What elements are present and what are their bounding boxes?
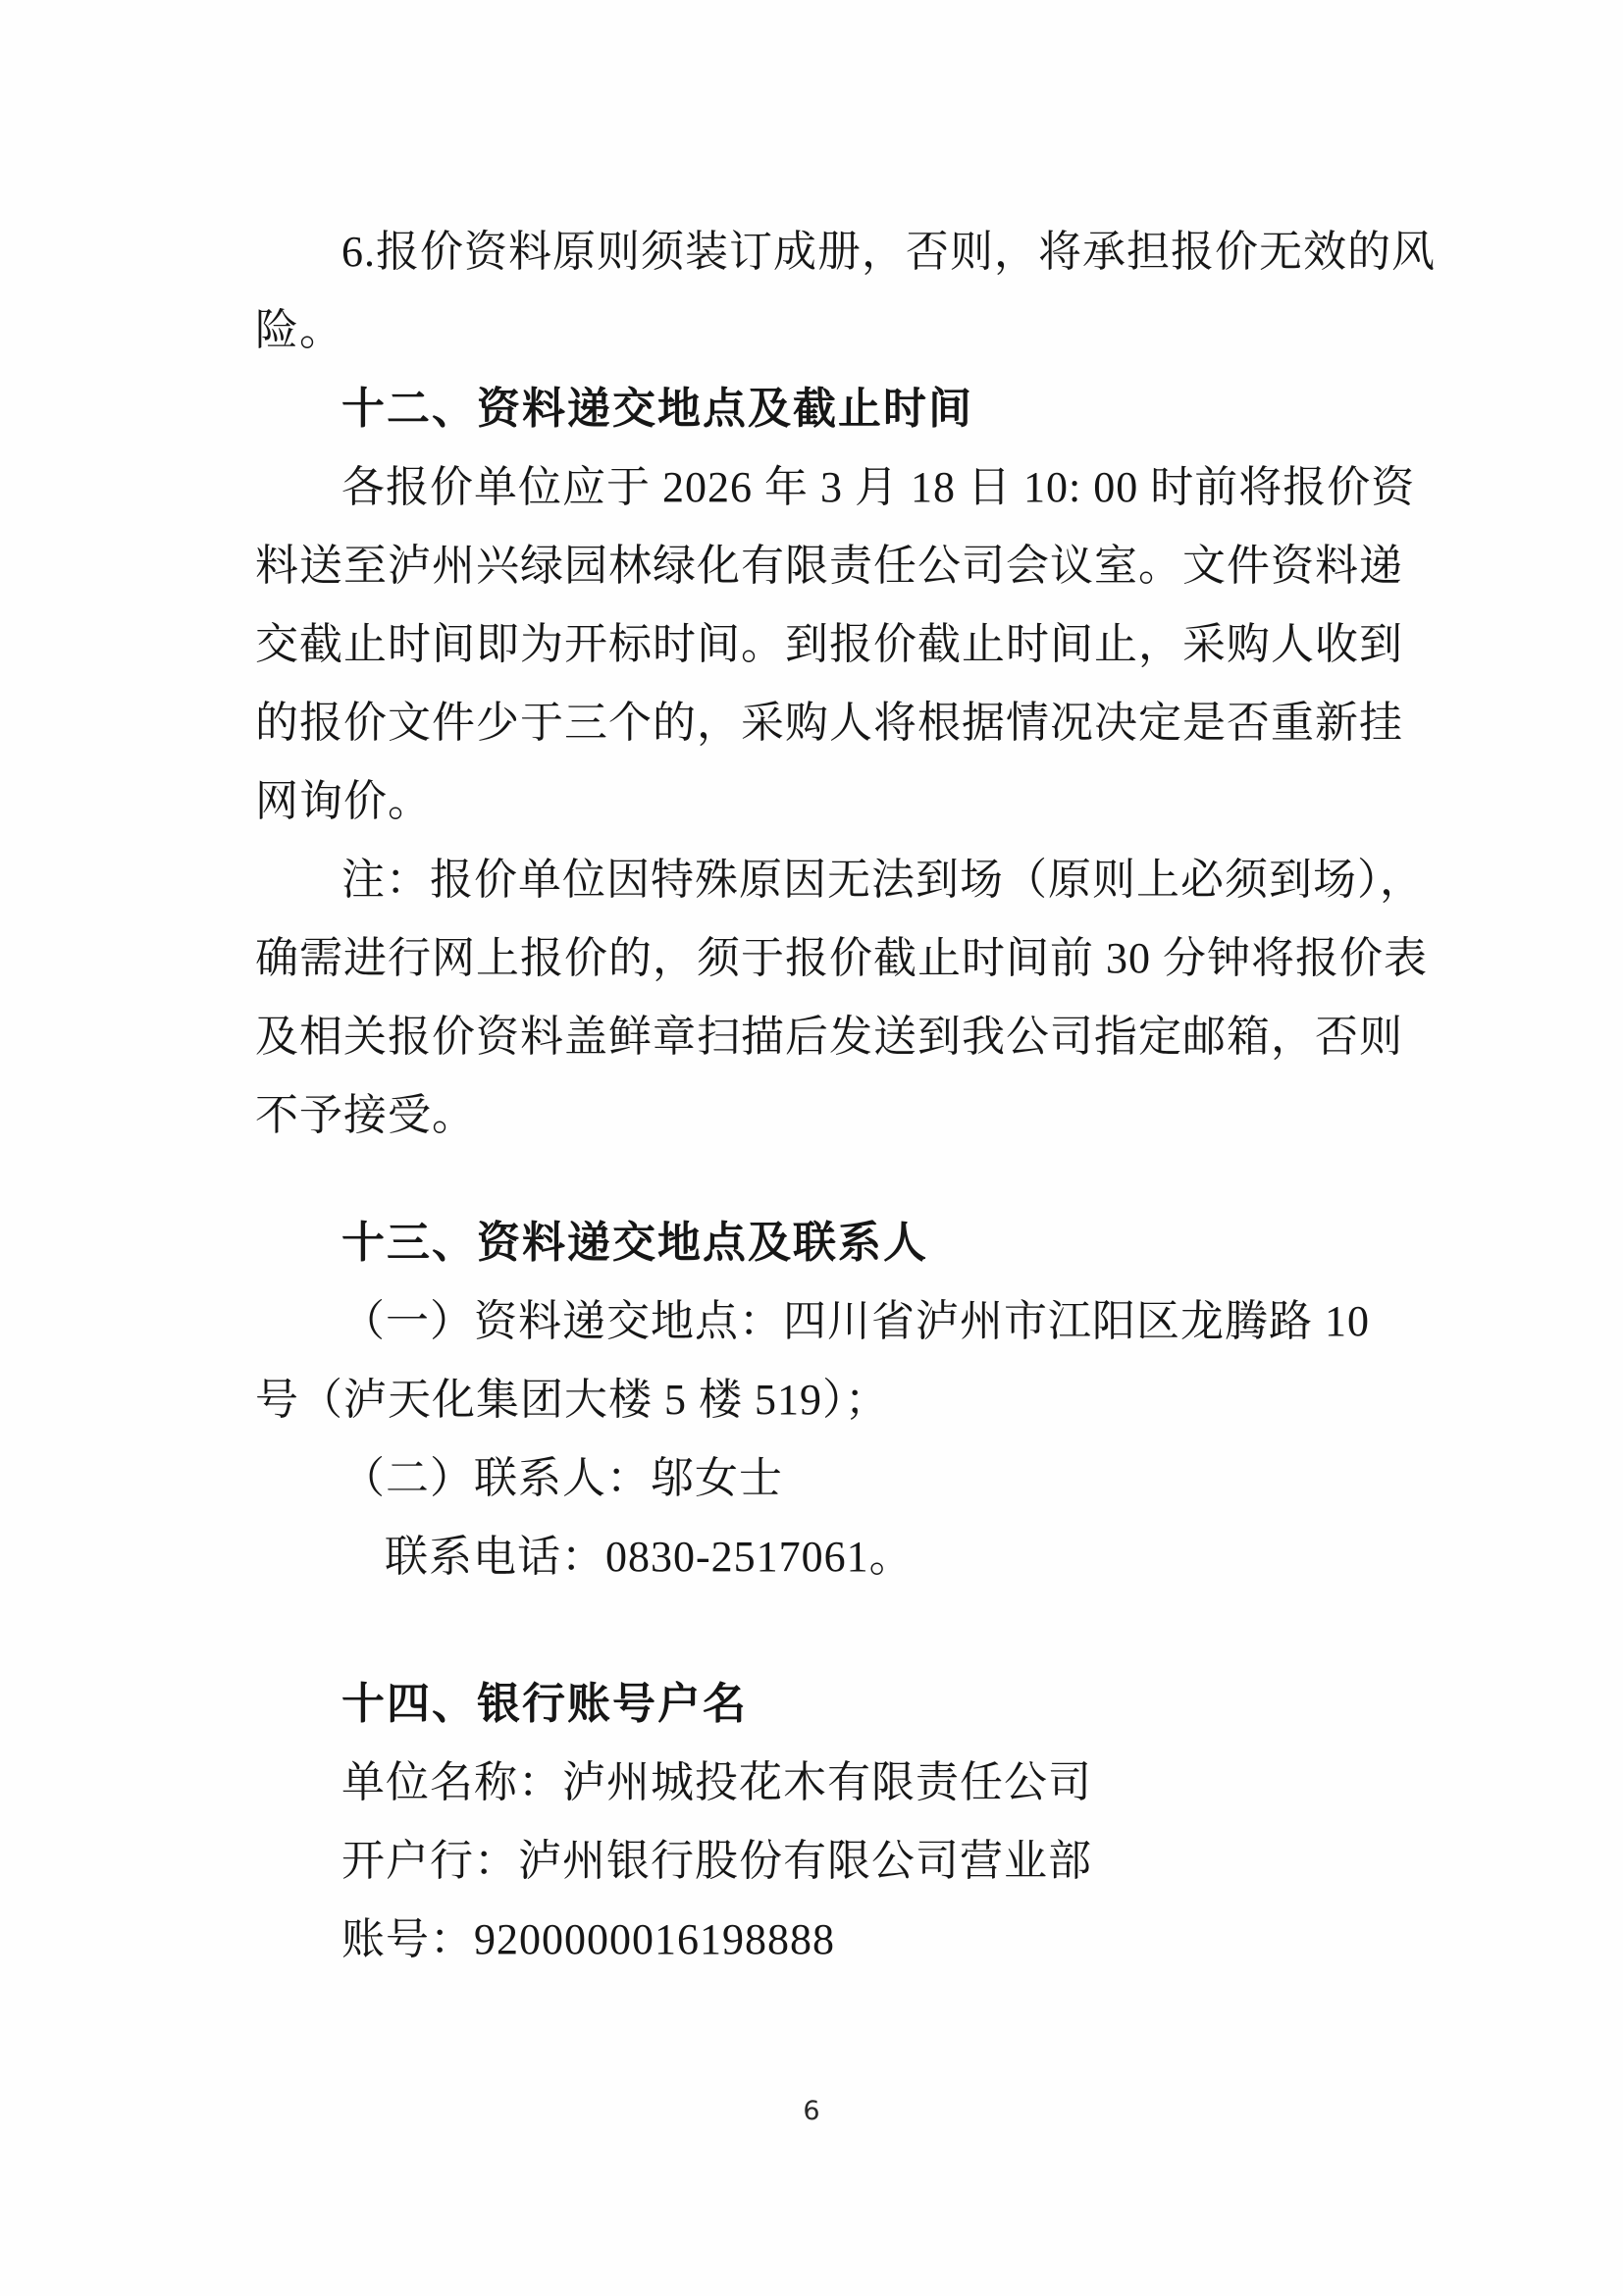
document-text-line: （一）资料递交地点：四川省泸州市江阳区龙腾路 10 [341, 1297, 1370, 1345]
document-text-line: 号（泸天化集团大楼 5 楼 519）； [255, 1376, 889, 1424]
document-text-line: 6.报价资料原则须装订成册，否则，将承担报价无效的风 [341, 228, 1436, 276]
document-text-line: 确需进行网上报价的，须于报价截止时间前 30 分钟将报价表 [255, 934, 1428, 982]
document-text-line: 网询价。 [255, 777, 432, 825]
document-text-line: 交截止时间即为开标时间。到报价截止时间止，采购人收到 [255, 620, 1403, 668]
document-text-line: 开户行：泸州银行股份有限公司营业部 [341, 1837, 1092, 1885]
document-text-line: 险。 [255, 306, 343, 354]
page-number: 6 [803, 2096, 820, 2126]
document-text-line: （二）联系人：邬女士 [341, 1454, 783, 1502]
document-text-line: 十二、资料递交地点及截止时间 [341, 385, 973, 433]
document-text-line: 的报价文件少于三个的，采购人将根据情况决定是否重新挂 [255, 699, 1403, 747]
document-text-line: 及相关报价资料盖鲜章扫描后发送到我公司指定邮箱，否则 [255, 1013, 1403, 1061]
document-text-line: 联系电话：0830-2517061。 [385, 1533, 914, 1581]
document-text-line: 十三、资料递交地点及联系人 [341, 1219, 928, 1267]
document-body [255, 213, 1436, 1979]
document-text-line: 单位名称：泸州城投花木有限责任公司 [341, 1758, 1092, 1806]
document-text-line: 十四、银行账号户名 [341, 1680, 748, 1728]
document-text-line: 不予接受。 [255, 1091, 476, 1139]
document-text-line: 各报价单位应于 2026 年 3 月 18 日 10: 00 时前将报价资 [341, 463, 1416, 511]
page-footer [0, 2096, 1623, 2126]
document-text-line: 料送至泸州兴绿园林绿化有限责任公司会议室。文件资料递 [255, 542, 1403, 590]
document-text-line: 账号：9200000016198888 [341, 1915, 835, 1963]
document-text-line: 注：报价单位因特殊原因无法到场（原则上必须到场）， [341, 856, 1424, 904]
